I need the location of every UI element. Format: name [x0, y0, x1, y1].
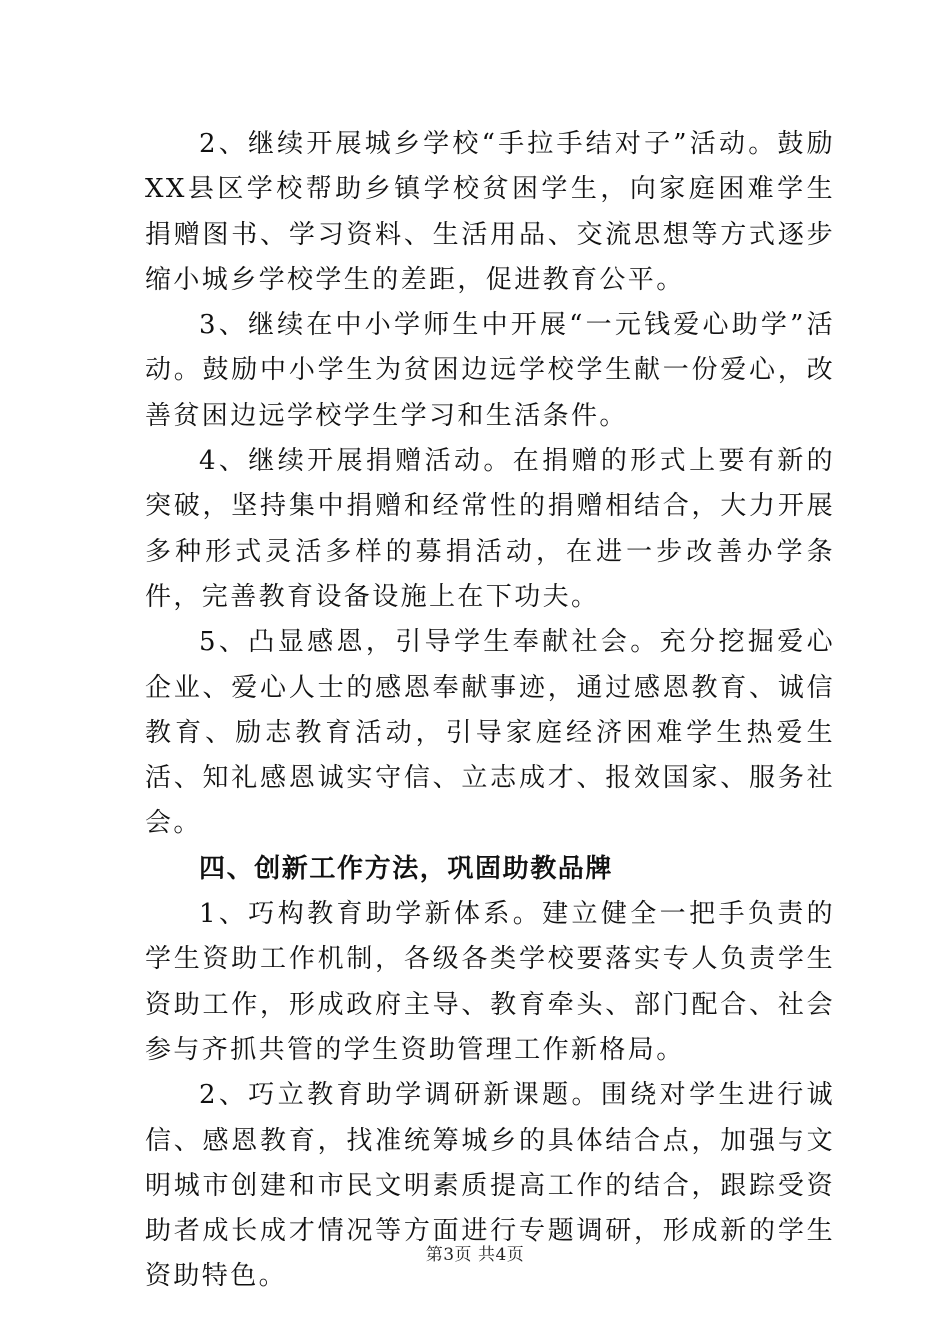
- paragraph-item-4: 4、继续开展捐赠活动。在捐赠的形式上要有新的突破，坚持集中捐赠和经常性的捐赠相结合，大力开展多种形式灵活多样的募捐活动，在进一步改善办学条件，完善教育设备设施上在下功夫。: [145, 446, 835, 612]
- document-body: [145, 122, 835, 1300]
- section-paragraph-2: 2、巧立教育助学调研新课题。围绕对学生进行诚信、感恩教育，找准统筹城乡的具体结合点，加强与文明城市创建和市民文明素质提高工作的结合，跟踪受资助者成长成才情况等方面进行专题调研，形成新的学生资助特色。: [145, 1080, 835, 1292]
- paragraph-item-2: 2、继续开展城乡学校“手拉手结对子”活动。鼓励XX县区学校帮助乡镇学校贫困学生，向家庭困难学生捐赠图书、学习资料、生活用品、交流思想等方式逐步缩小城乡学校学生的差距，促进教育公平。: [145, 129, 835, 295]
- section-heading: 四、创新工作方法，巩固助教品牌: [199, 853, 614, 884]
- page-number-footer: 第3页 共4页: [425, 1245, 525, 1265]
- section-paragraph-1: 1、巧构教育助学新体系。建立健全一把手负责的学生资助工作机制，各级各类学校要落实专人负责学生资助工作，形成政府主导、教育牵头、部门配合、社会参与齐抓共管的学生资助管理工作新格局。: [145, 899, 835, 1065]
- paragraph-item-5: 5、凸显感恩，引导学生奉献社会。充分挖掘爱心企业、爱心人士的感恩奉献事迹，通过感恩教育、诚信教育、励志教育活动，引导家庭经济困难学生热爱生活、知礼感恩诚实守信、立志成才、报效国家、服务社会。: [145, 627, 835, 839]
- paragraph-item-3: 3、继续在中小学师生中开展“一元钱爱心助学”活动。鼓励中小学生为贫困边远学校学生献一份爱心，改善贫困边远学校学生学习和生活条件。: [145, 310, 835, 431]
